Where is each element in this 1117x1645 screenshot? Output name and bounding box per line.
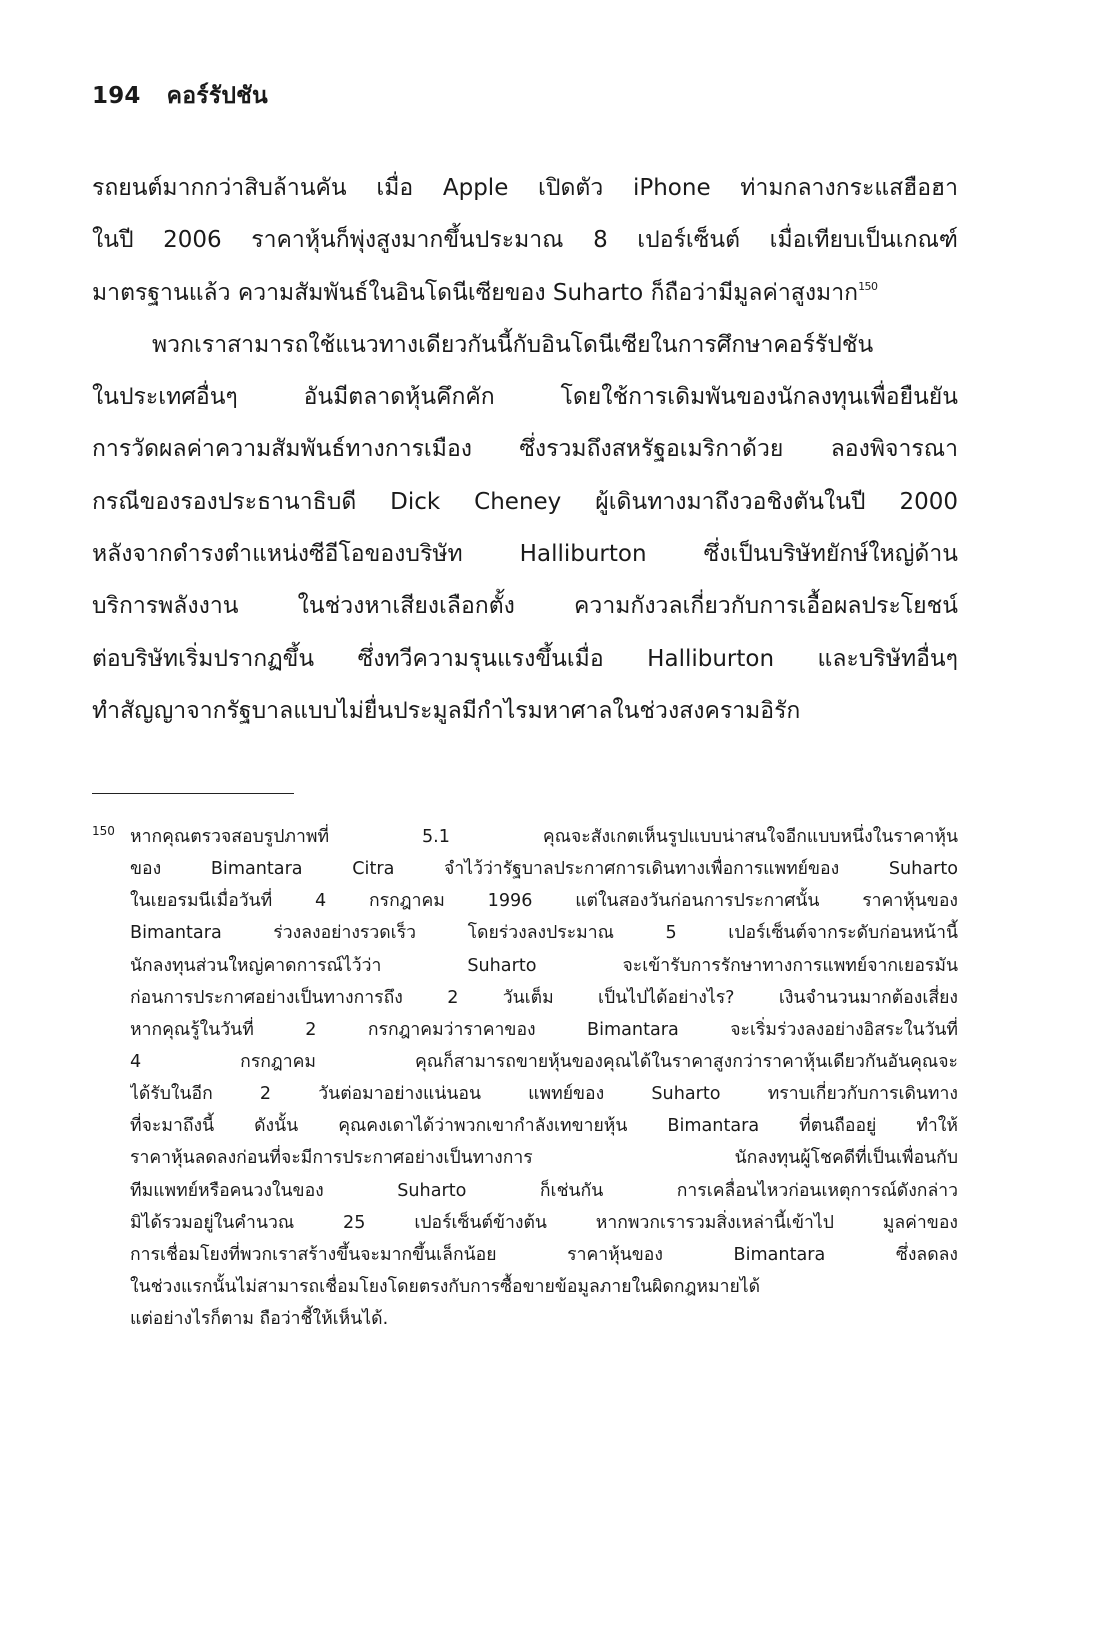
footnote-line: ทีมแพทย์หรือคนวงในของ Suharto ก็เช่นกัน การเคลื่อนไหวก่อนเหตุการณ์ดังกล่าว bbox=[130, 1180, 958, 1201]
body-line: การวัดผลค่าความสัมพันธ์ทางการเมือง ซึ่งรวมถึงสหรัฐอเมริกาด้วย ลองพิจารณา bbox=[92, 436, 958, 463]
body-line bbox=[92, 271, 958, 323]
footnote bbox=[92, 822, 958, 1336]
footnote-line: การเชื่อมโยงที่พวกเราสร้างขึ้นจะมากขึ้นเล็กน้อย ราคาหุ้นของ Bimantara ซึ่งลดลง bbox=[130, 1244, 958, 1265]
footnote-line: ก่อนการประกาศอย่างเป็นทางการถึง 2 วันเต็ม เป็นไปได้อย่างไร? เงินจำนวนมากต้องเสี่ยง bbox=[130, 987, 958, 1008]
body-line: รถยนต์มากกว่าสิบล้านคัน เมื่อ Apple เปิดตัว iPhone ท่ามกลางกระแสฮือฮา bbox=[92, 175, 958, 201]
footnote-line: ในช่วงแรกนั้นไม่สามารถเชื่อมโยงโดยตรงกับการซื้อขายข้อมูลภายในผิดกฎหมายได้ bbox=[130, 1276, 761, 1297]
footnote-line: ในเยอรมนีเมื่อวันที่ 4 กรกฎาคม 1996 แต่ในสองวันก่อนการประกาศนั้น ราคาหุ้นของ bbox=[130, 891, 958, 912]
footnote-line: หากคุณตรวจสอบรูปภาพที่ 5.1 คุณจะสังเกตเห็นรูปแบบน่าสนใจอีกแบบหนึ่งในราคาหุ้น bbox=[130, 827, 958, 847]
body-line: ในประเทศอื่นๆ อันมีตลาดหุ้นคึกคัก โดยใช้การเดิมพันของนักลงทุนเพื่อยืนยัน bbox=[92, 384, 958, 411]
footnote-divider bbox=[92, 793, 294, 794]
footnote-number: 150 bbox=[92, 824, 115, 838]
footnote-line: มิได้รวมอยู่ในคำนวณ 25 เปอร์เซ็นต์ข้างต้น หากพวกเรารวมสิ่งเหล่านี้เข้าไป มูลค่าของ bbox=[130, 1212, 958, 1233]
body-line: ทำสัญญาจากรัฐบาลแบบไม่ยื่นประมูลมีกำไรมหาศาลในช่วงสงครามอิรัก bbox=[92, 697, 801, 724]
body-line: บริการพลังงาน ในช่วงหาเสียงเลือกตั้ง ความกังวลเกี่ยวกับการเอื้อผลประโยชน์ bbox=[92, 593, 958, 620]
body-line: ในปี 2006 ราคาหุ้นก็พุ่งสูงมากขึ้นประมาณ 8 เปอร์เซ็นต์ เมื่อเทียบเป็นเกณฑ์ bbox=[92, 227, 958, 254]
body-line-text: มาตรฐานแล้ว ความสัมพันธ์ในอินโดนีเซียของ Suharto ก็ถือว่ามีมูลค่าสูงมาก bbox=[92, 279, 859, 306]
footnote-line: 4 กรกฎาคม คุณก็สามารถขายหุ้นของคุณได้ในราคาสูงกว่าราคาหุ้นเดียวกันอันคุณจะ bbox=[130, 1051, 958, 1072]
footnote-text bbox=[130, 822, 958, 1336]
footnote-line: แต่อย่างไรก็ตาม ถือว่าชี้ให้เห็นได้. bbox=[130, 1309, 389, 1330]
body-line: พวกเราสามารถใช้แนวทางเดียวกันนี้กับอินโดนีเซียในการศึกษาคอร์รัปชัน bbox=[152, 331, 874, 358]
body-text bbox=[92, 166, 958, 741]
body-line: ต่อบริษัทเริ่มปรากฏขึ้น ซึ่งทวีความรุนแรงขึ้นเมื่อ Halliburton และบริษัทอื่นๆ bbox=[92, 645, 958, 672]
running-head bbox=[92, 78, 268, 114]
footnote-line: Bimantara ร่วงลงอย่างรวดเร็ว โดยร่วงลงประมาณ 5 เปอร์เซ็นต์จากระดับก่อนหน้านี้ bbox=[130, 923, 958, 944]
body-line: หลังจากดำรงตำแหน่งซีอีโอของบริษัท Halliburton ซึ่งเป็นบริษัทยักษ์ใหญ่ด้าน bbox=[92, 541, 958, 568]
body-line: กรณีของรองประธานาธิบดี Dick Cheney ผู้เดินทางมาถึงวอชิงตันในปี 2000 bbox=[92, 488, 958, 515]
footnote-line: นักลงทุนส่วนใหญ่คาดการณ์ไว้ว่า Suharto จะเข้ารับการรักษาทางการแพทย์จากเยอรมัน bbox=[130, 955, 958, 976]
footnote-line: หากคุณรู้ในวันที่ 2 กรกฎาคมว่าราคาของ Bimantara จะเริ่มร่วงลงอย่างอิสระในวันที่ bbox=[130, 1019, 958, 1040]
footnote-reference[interactable]: 150 bbox=[858, 279, 878, 293]
footnote-line: ราคาหุ้นลดลงก่อนที่จะมีการประกาศอย่างเป็นทางการ นักลงทุนผู้โชคดีที่เป็นเพื่อนกับ bbox=[130, 1148, 958, 1169]
footnote-line: ได้รับในอีก 2 วันต่อมาอย่างแน่นอน แพทย์ของ Suharto ทราบเกี่ยวกับการเดินทาง bbox=[130, 1084, 958, 1105]
footnote-line: ที่จะมาถึงนี้ ดังนั้น คุณคงเดาได้ว่าพวกเขากำลังเทขายหุ้น Bimantara ที่ตนถืออยู่ ทำให้ bbox=[130, 1116, 958, 1137]
book-title: คอร์รัปชัน bbox=[166, 83, 268, 109]
page-number: 194 bbox=[92, 83, 141, 109]
footnote-line: ของ Bimantara Citra จำไว้ว่ารัฐบาลประกาศการเดินทางเพื่อการแพทย์ของ Suharto bbox=[130, 859, 958, 880]
